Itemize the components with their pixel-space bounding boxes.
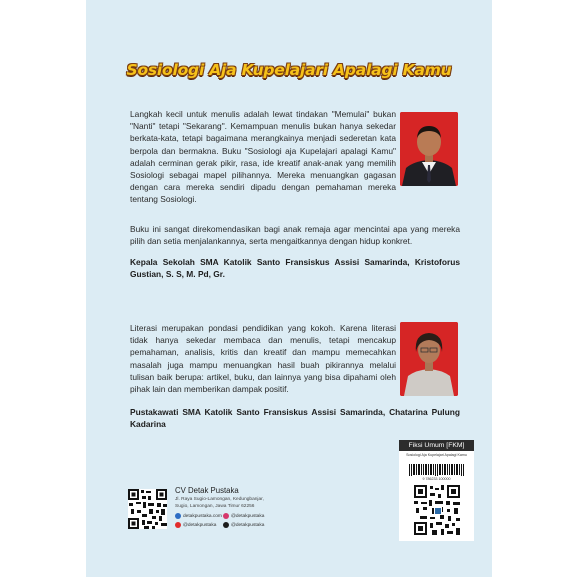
publisher-name: CV Detak Pustaka	[175, 486, 239, 495]
endorsement1-signature: Kepala Sekolah SMA Katolik Santo Fransiskus Assisi Samarinda, Kristoforus Gustian, S. S, M. Pd, Gr.	[130, 257, 460, 280]
isbn-barcode-box	[399, 440, 474, 541]
book-title: Sosiologi Aja Kupelajari Apalagi Kamu	[126, 61, 452, 79]
globe-icon	[175, 513, 181, 519]
publisher-qr-code-icon	[128, 489, 167, 529]
endorsement1-paragraph1: Langkah kecil untuk menulis adalah lewat tindakan "Memulai" bukan "Nanti" tetapi "Sekarang". Kemampuan menulis bukan hanya sekedar berkata-kata, tetapi bagaimana merangkainya menjadi sederetan kata berpola dan bermakna. Buku "Sosiologi aja Kupelajari apalagi Kamu" adalah cerminan gerak pikir, rasa, ide kreatif anak-anak yang memilih Sosiologi sebagai mapel pilihannya. Mereka menuangkan gagasan dengan cara mereka sendiri dipadu dengan pemahaman mereka tentang Sosiologi.	[130, 109, 396, 205]
barcode-icon	[409, 464, 464, 476]
publisher-tiktok[interactable]	[223, 522, 264, 528]
qr-code-icon	[414, 485, 460, 535]
barcode-book-title: Sosiologi Aja Kupelajari Apalagi Kamu	[406, 453, 467, 457]
book-back-cover	[86, 0, 492, 577]
endorsement2-paragraph: Literasi merupakan pondasi pendidikan yang kokoh. Karena literasi tidak hanya sekedar membaca dan menulis, tetapi mencakup pemahaman, analisis, kritis dan kreatif dan mampu memecahkan masalah juga mampu menuangkan hasil buah pikirannya melalui tulisan baik berupa: artikel, buku, dan lainnya yang bisa dipahami oleh pihak lain dan memberikan dampak positif.	[130, 323, 396, 395]
genre-label: Fiksi Umum [FKM]	[399, 440, 474, 451]
instagram-icon	[223, 513, 229, 519]
publisher-youtube[interactable]	[175, 522, 216, 528]
publisher-youtube-text: @detakpustaka	[183, 522, 217, 528]
publisher-website[interactable]	[175, 513, 222, 519]
publisher-instagram[interactable]	[223, 513, 264, 519]
publisher-tiktok-text: @detakpustaka	[231, 522, 265, 528]
publisher-address-line2: Sugio, Lamongan, Jawa Timur 62256	[175, 503, 255, 509]
endorsement2-signature: Pustakawati SMA Katolik Santo Fransiskus Assisi Samarinda, Chatarina Pulung Kadarina	[130, 407, 460, 430]
isbn-number: 9 786233 100000	[422, 477, 451, 481]
publisher-instagram-text: @detakpustaka	[231, 513, 265, 519]
youtube-icon	[175, 522, 181, 528]
endorsement1-paragraph2: Buku ini sangat direkomendasikan bagi anak remaja agar mencintai apa yang mereka pilih dan setia menjalankannya, serta mengaitkannya dengan hidup konkret.	[130, 224, 460, 247]
publisher-address-line1: Jl. Raya Sugio-Lamongan, Kedungbanjar,	[175, 497, 264, 502]
tiktok-icon	[223, 522, 229, 528]
publisher-address	[175, 497, 264, 510]
headmaster-photo	[400, 112, 458, 186]
publisher-website-text: detakpustaka.com	[183, 513, 222, 519]
librarian-photo	[400, 322, 458, 396]
